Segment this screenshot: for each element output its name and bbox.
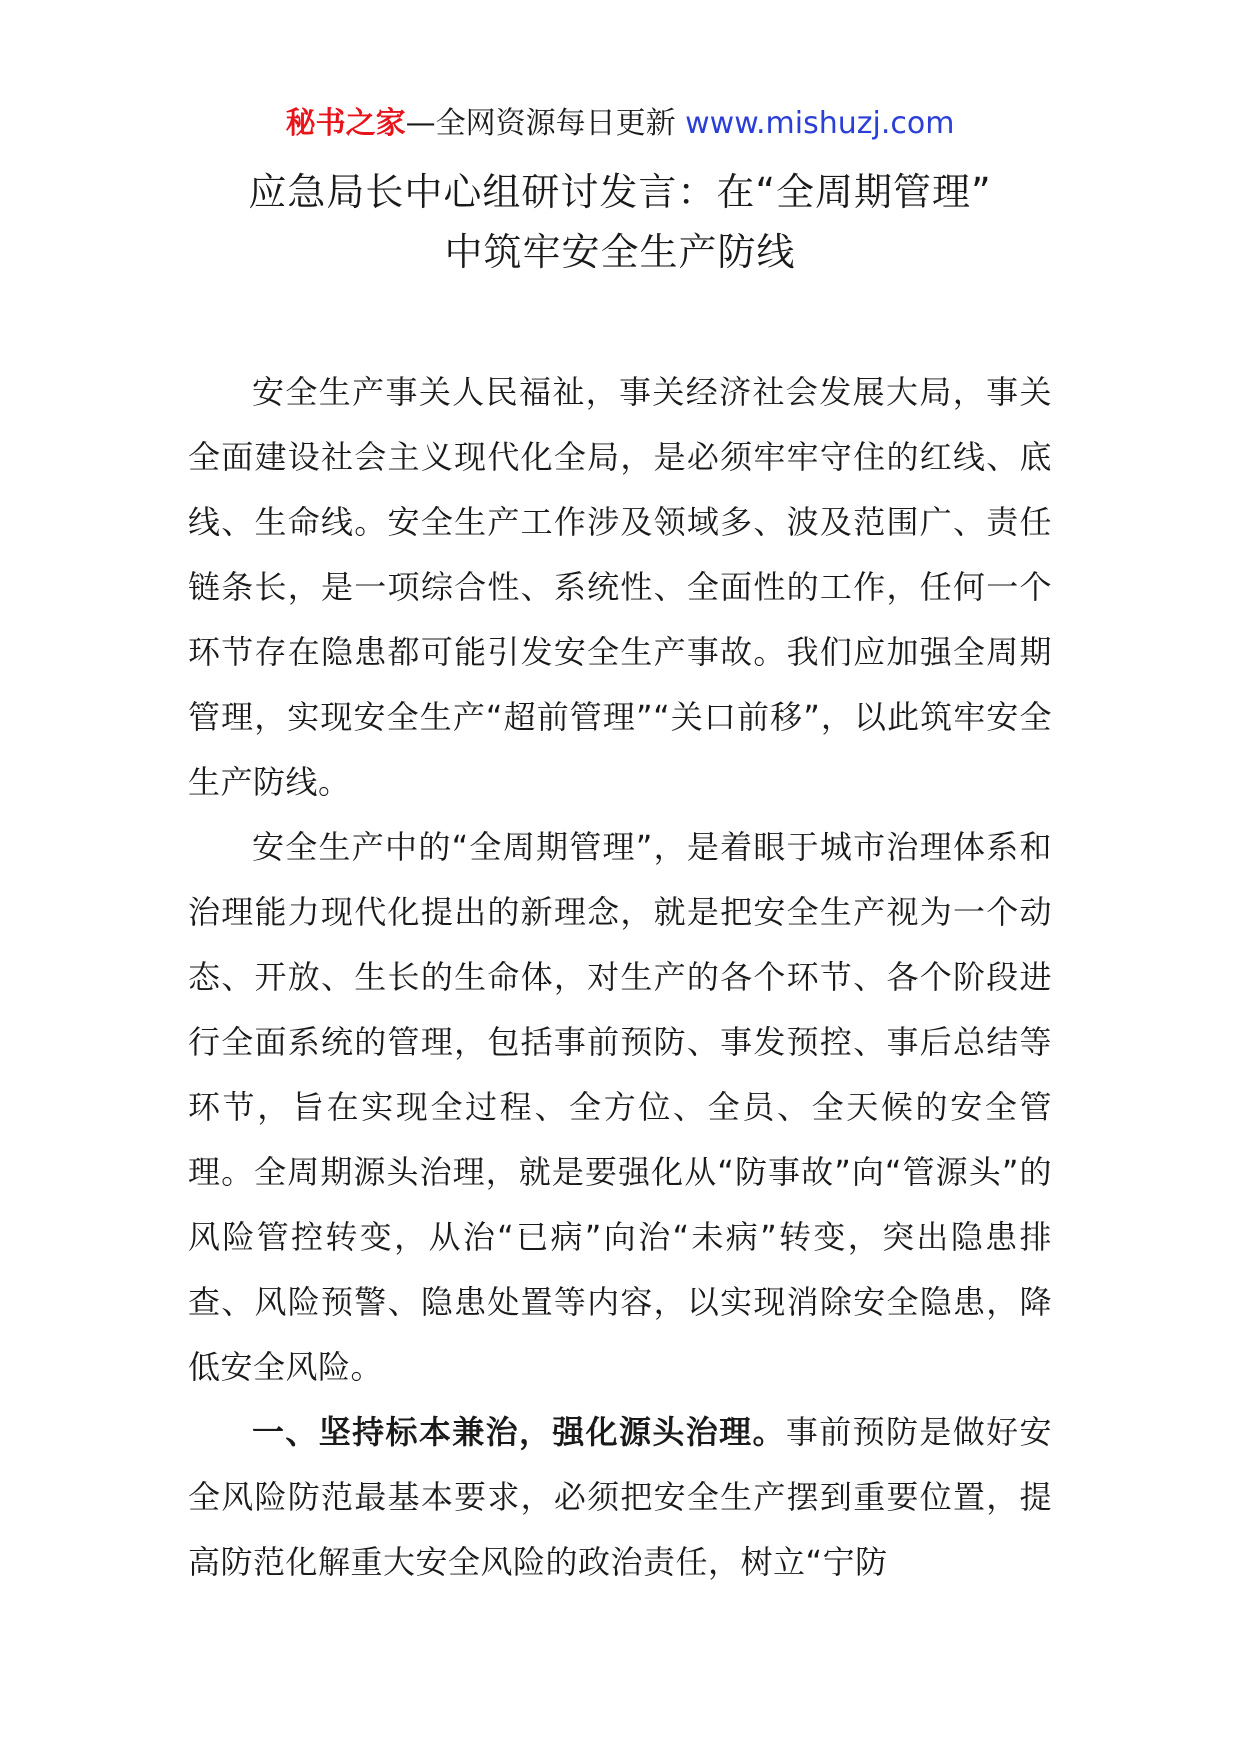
section-heading-1: 一、坚持标本兼治，强化源头治理。: [252, 1413, 786, 1451]
document-title: [140, 162, 1100, 282]
site-tagline: —全网资源每日更新: [405, 106, 676, 141]
document-title-line-2: 中筑牢安全生产防线: [444, 230, 796, 274]
paragraph-3-text: 事前预防是做好安全风险防范最基本要求，必须把安全生产摆到重要位置，提高防范化解重大安全风险的政治责任，树立“宁防: [188, 1413, 1052, 1581]
site-url-link[interactable]: www.mishuzj.com: [685, 106, 955, 141]
paragraph-3: [188, 1400, 1052, 1595]
paragraph-2-text: 安全生产中的“全周期管理”，是着眼于城市治理体系和治理能力现代化提出的新理念，就是把安全生产视为一个动态、开放、生长的生命体，对生产的各个环节、各个阶段进行全面系统的管理，包括事前预防、事发预控、事后总结等环节，旨在实现全过程、全方位、全员、全天候的安全管理。全周期源头治理，就是要强化从“防事故”向“管源头”的风险管控转变，从治“已病”向治“未病”转变，突出隐患排查、风险预警、隐患处置等内容，以实现消除安全隐患，降低安全风险。: [188, 828, 1052, 1386]
paragraph-1-text: 安全生产事关人民福祉，事关经济社会发展大局，事关全面建设社会主义现代化全局，是必须牢牢守住的红线、底线、生命线。安全生产工作涉及领域多、波及范围广、责任链条长，是一项综合性、系统性、全面性的工作，任何一个环节存在隐患都可能引发安全生产事故。我们应加强全周期管理，实现安全生产“超前管理”“关口前移”，以此筑牢安全生产防线。: [188, 373, 1052, 801]
paragraph-1: [188, 360, 1052, 815]
document-body: [188, 360, 1052, 1595]
site-brand[interactable]: 秘书之家: [285, 106, 406, 141]
site-header: [0, 98, 1240, 150]
paragraph-2: [188, 815, 1052, 1400]
document-title-line-1: 应急局长中心组研讨发言：在“全周期管理”: [248, 170, 992, 214]
